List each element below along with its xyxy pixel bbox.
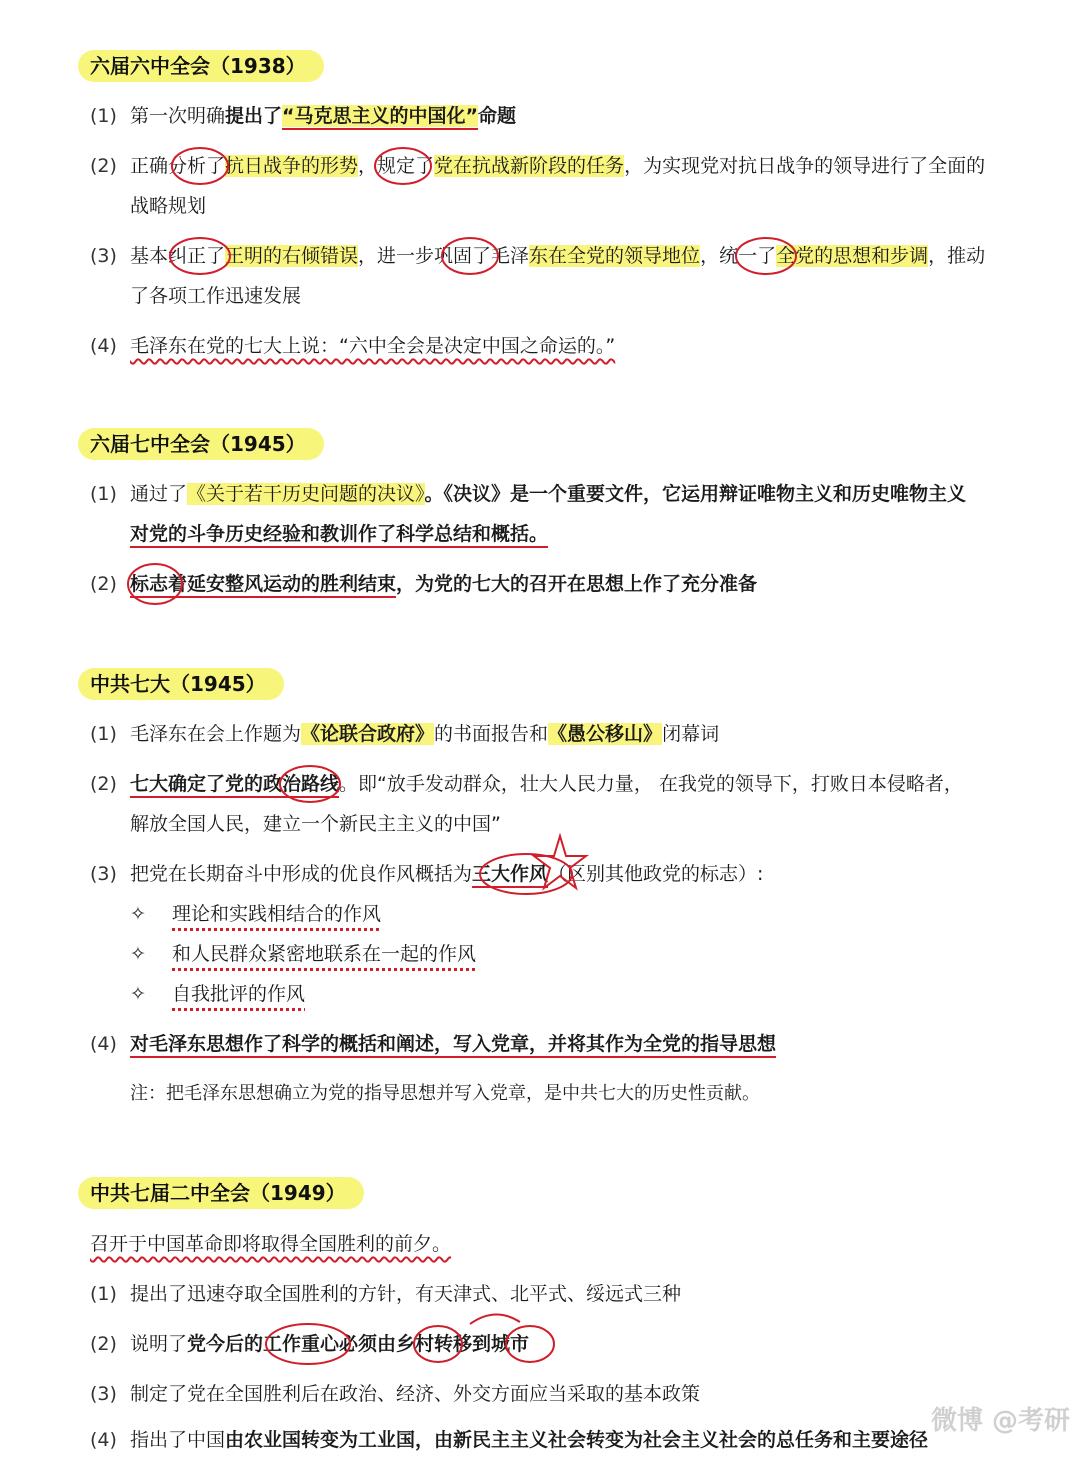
item-number: (1) [90,483,117,505]
section-heading-1938: 六届六中全会（1938） [78,50,324,82]
item-text: 制定了党在全国胜利后在政治、经济、外交方面应当采取的基本政策 [130,1383,701,1405]
item-continuation: 了各项工作迅速发展 [130,285,302,307]
item-text: （区别其他政党的标志）: [548,863,764,885]
list-item [90,474,1020,514]
bullet-item [130,974,305,1014]
item-number: (1) [90,105,117,127]
item-text: ，推动 [928,245,986,267]
item-text-bold: 对毛泽东思想作了科学的概括和阐述，写入党章，并将其作为全党的指导思想 [130,1033,777,1055]
list-item [90,326,1020,366]
item-text: 说明了 [130,1333,188,1355]
item-text-highlight: 王明的右倾错误 [225,245,359,267]
item-number: (2) [90,1333,117,1355]
list-item [90,714,1020,754]
bullet-text: 理论和实践相结合的作风 [172,903,382,925]
item-text: 第一次明确 [130,105,226,127]
item-text: 提出了迅速夺取全国胜利的方针，有天津式、北平式、绥远式三种 [130,1283,682,1305]
item-number: (1) [90,723,117,745]
item-text-bold: 命题 [478,105,517,127]
bullet-text: 自我批评的作风 [172,983,306,1005]
item-text-bold: 提出了 [225,105,283,127]
list-item [90,1274,1020,1314]
section-heading-1949: 中共七届二中全会（1949） [78,1177,364,1209]
item-text-bold: 标志着延安整风运动的胜利结束 [130,573,397,595]
item-text-bold: ，由新民主主义社会转变为社会主义社会的总任务和主要途径 [415,1429,929,1451]
item-text-bold: ，为党的七大的召开在思想上作了充分准备 [396,573,758,595]
item-text: 通过了 [130,483,188,505]
item-text-highlight: 东在全党的领导地位 [529,245,701,267]
item-text: ，规定了 [358,155,435,177]
item-text: ，为实现党对抗日战争的领导进行了全面的 [624,155,986,177]
sparkle-icon: ✧ [130,983,146,1005]
item-text-highlight: 《愚公移山》 [548,723,663,745]
item-text-bold: 由农业国转变为工业国 [225,1429,416,1451]
bullet-text: 和人民群众紧密地联系在一起的作风 [172,943,477,965]
list-item [90,146,1020,186]
item-continuation: 战略规划 [130,195,207,217]
intro-text: 召开于中国革命即将取得全国胜利的前夕。 [90,1233,452,1255]
item-number: (4) [90,1429,117,1451]
list-item [90,1374,1020,1414]
item-number: (2) [90,573,117,595]
item-text-highlight: 抗日战争的形势 [225,155,359,177]
item-number: (3) [90,863,117,885]
list-item [90,1324,1020,1364]
list-item [90,1420,1020,1460]
list-item [90,564,1020,604]
item-number: (2) [90,773,117,795]
item-text-highlight: “马克思主义的中国化” [282,105,479,127]
item-text-highlight: 《论联合政府》 [301,723,435,745]
item-text-highlight: 全党的思想和步调 [776,245,929,267]
note-text: 注：把毛泽东思想确立为党的指导思想并写入党章，是中共七大的历史性贡献。 [130,1083,760,1104]
item-text: 指出了中国 [130,1429,226,1451]
item-number: (1) [90,1283,117,1305]
item-number: (2) [90,155,117,177]
item-continuation: 对党的斗争历史经验和教训作了科学总结和概括。 [130,523,549,545]
item-text: 的书面报告和 [434,723,549,745]
list-item [90,236,1020,276]
list-item [90,854,1020,894]
item-number: (3) [90,1383,117,1405]
item-text-bold: 。《决议》是一个重要文件，它运用辩证唯物主义和历史唯物主义 [424,483,967,505]
item-number: (3) [90,245,117,267]
list-item [90,96,1020,136]
item-text: 闭幕词 [662,723,720,745]
intro-line [90,1224,1020,1264]
sparkle-icon: ✧ [130,943,146,965]
item-number: (4) [90,1033,117,1055]
item-text: 正确分析了 [130,155,226,177]
item-text-bold: 七大确定了党的政治路线 [130,773,340,795]
item-text-bold: 党今后的工作重心必须由乡村转移到城市 [187,1333,530,1355]
item-number: (4) [90,335,117,357]
item-text: 。即“放手发动群众，壮大人民力量， 在我党的领导下，打败日本侵略者， [339,773,963,795]
arrow-annotation [470,1314,520,1324]
item-text-highlight: 《关于若干历史问题的决议》 [187,483,425,505]
bullet-item [130,894,381,934]
section-heading-1945-plenum: 六届七中全会（1945） [78,428,324,460]
watermark: 微博 @考研 [930,1406,1070,1436]
item-text-wavy: 毛泽东在党的七大上说：“六中全会是决定中国之命运的。” [130,335,616,357]
item-text: ，统一了 [700,245,777,267]
item-text-bold: 三大作风 [472,863,549,885]
item-text: 基本纠正了 [130,245,226,267]
list-item [90,764,1020,804]
sparkle-icon: ✧ [130,903,146,925]
item-continuation: 解放全国人民，建立一个新民主主义的中国” [130,813,501,835]
item-text-highlight: 党在抗战新阶段的任务 [434,155,625,177]
section-heading-7th-congress: 中共七大（1945） [78,668,284,700]
bullet-item [130,934,476,974]
item-text: 毛泽东在会上作题为 [130,723,302,745]
list-item [90,1024,1020,1064]
item-text: 把党在长期奋斗中形成的优良作风概括为 [130,863,473,885]
item-text: ，进一步巩固了毛泽 [358,245,530,267]
